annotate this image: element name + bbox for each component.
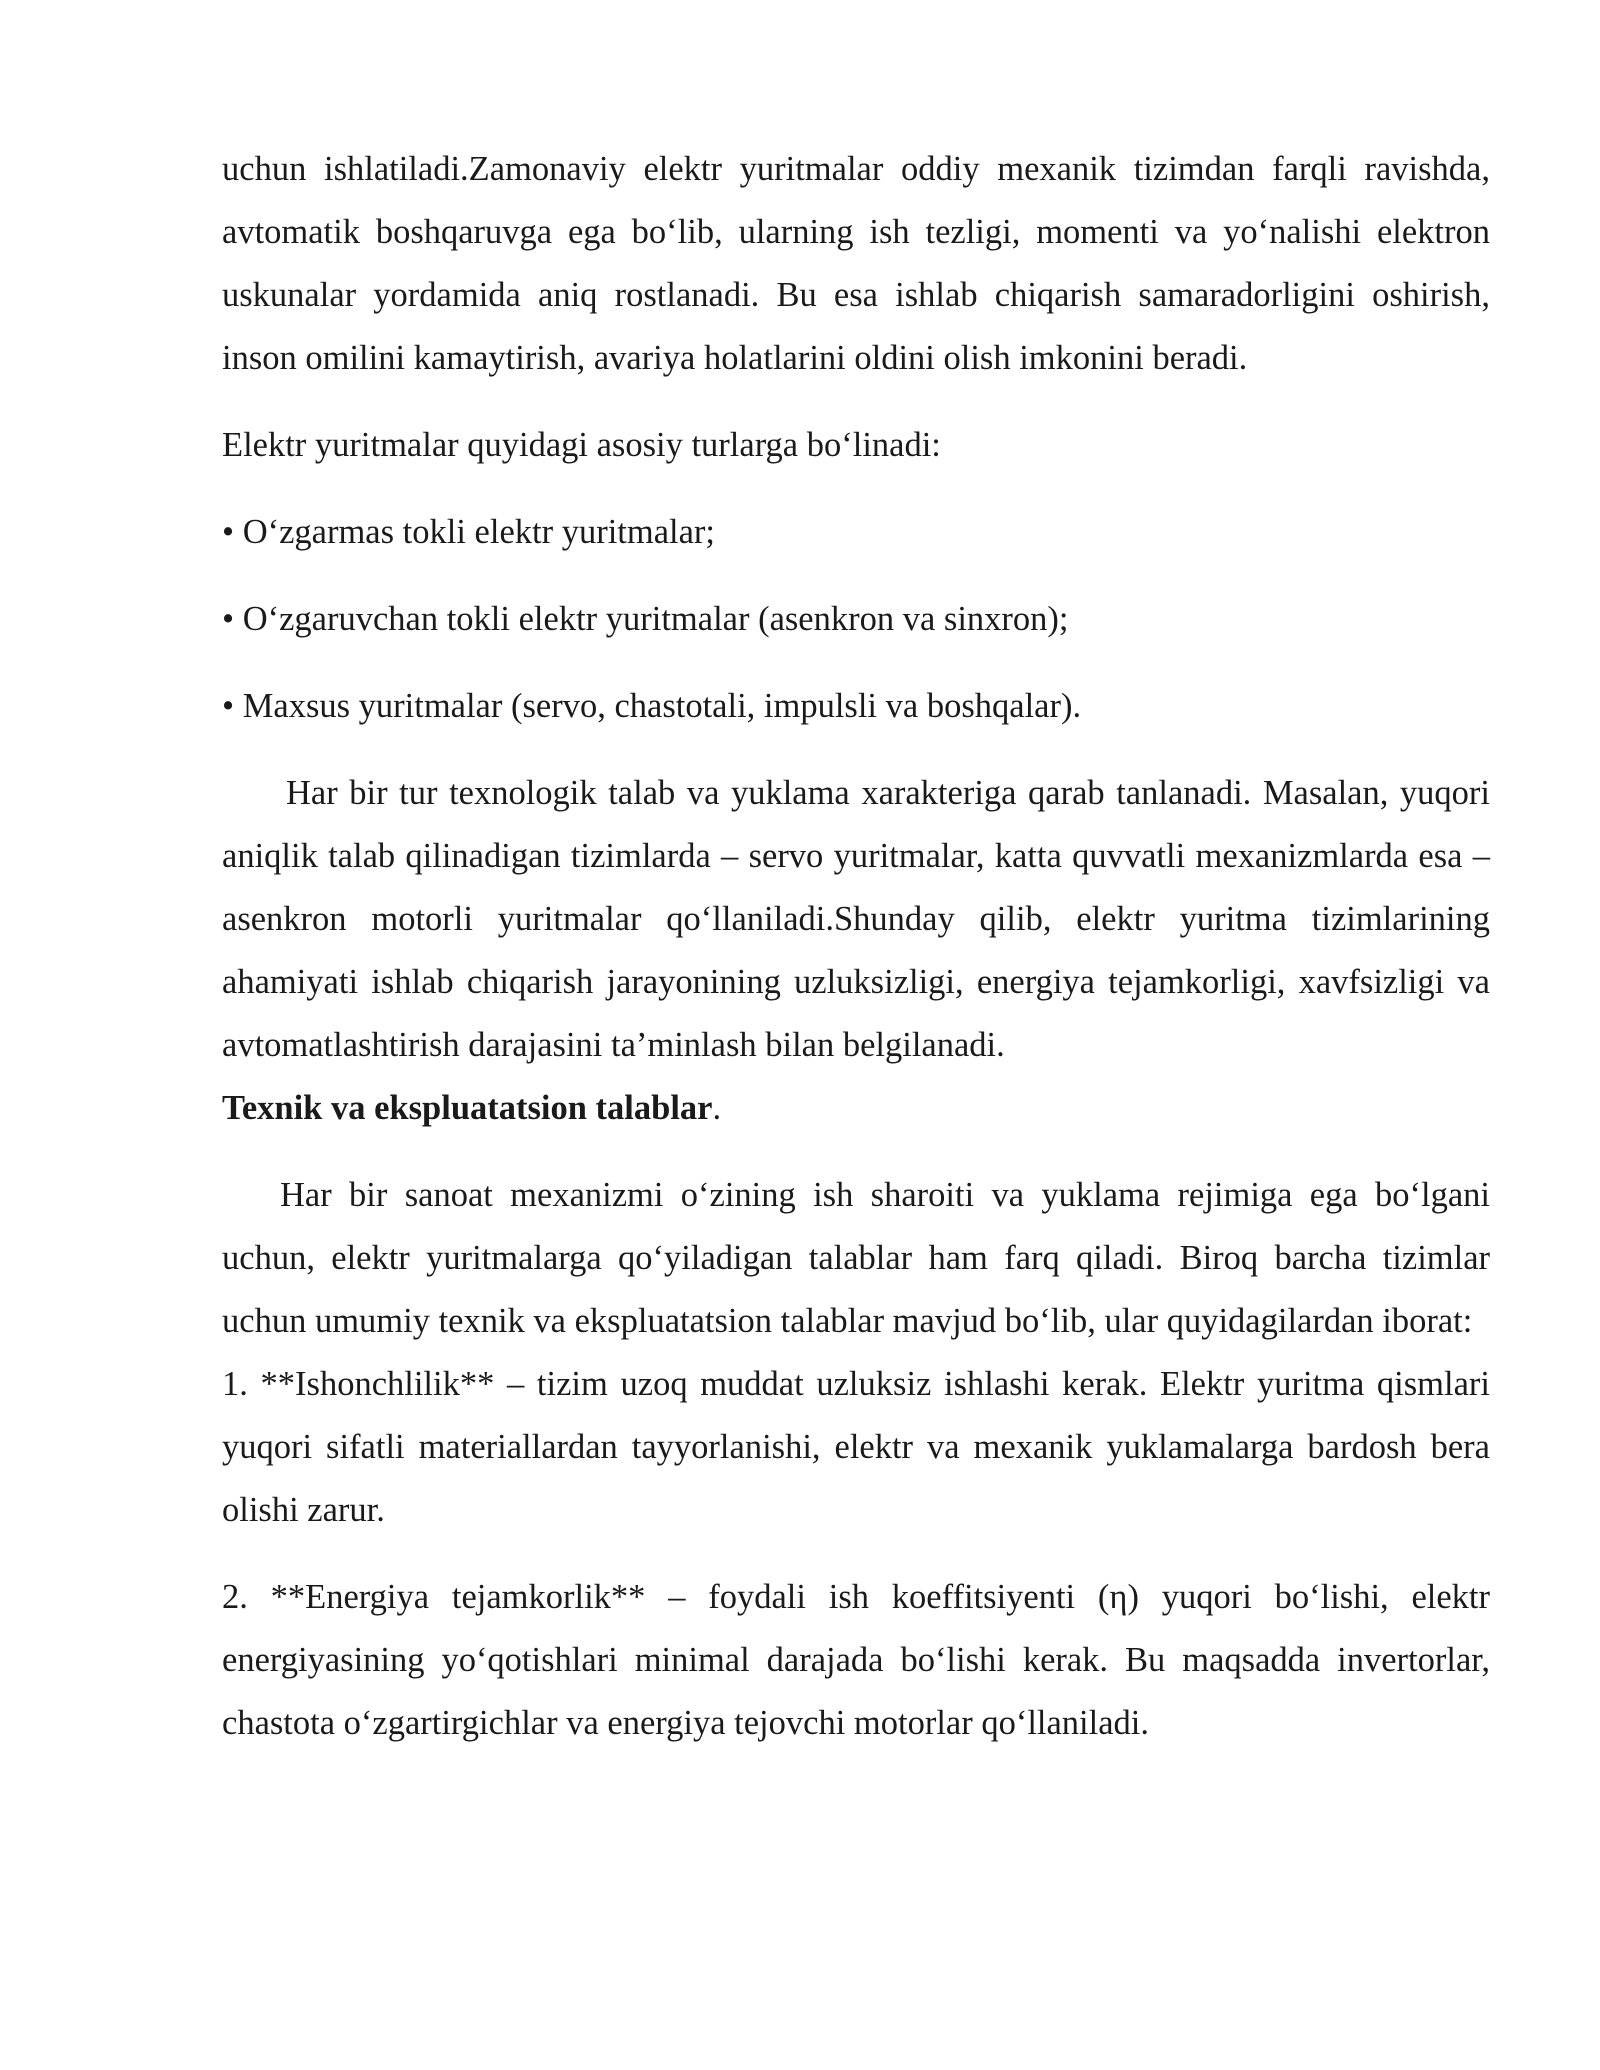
paragraph-types-intro: Elektr yuritmalar quyidagi asosiy turlarga bo‘linadi: [222, 426, 941, 464]
paragraph-requirements: Har bir sanoat mexanizmi o‘zining ish sharoiti va yuklama rejimiga ega bo‘lgani uchun, elektr yuritmalarga qo‘yiladigan talablar ham farq qiladi. Biroq barcha tizimlar uchun umumiy texnik va ekspluatatsion talablar mavjud bo‘lib, ular quyidagilardan iborat: [222, 1176, 1490, 1340]
section-heading-text: Texnik va ekspluatatsion talablar [222, 1089, 713, 1127]
paragraph-intro: uchun ishlatiladi.Zamonaviy elektr yuritmalar oddiy mexanik tizimdan farqli ravishda, avtomatik boshqaruvga ega bo‘lib, ularning ish tezligi, momenti va yo‘nalishi elektron uskunalar yordamida aniq rostlanadi. Bu esa ishlab chiqarish samaradorligini oshirish, inson omilini kamaytirish, avariya holatlarini oldini olish imkonini beradi. [222, 150, 1490, 377]
list-item-bullet-1: • O‘zgarmas tokli elektr yuritmalar; [222, 513, 715, 551]
list-item-bullet-3: • Maxsus yuritmalar (servo, chastotali, impulsli va boshqalar). [222, 687, 1082, 725]
paragraph-selection: Har bir tur texnologik talab va yuklama xarakteriga qarab tanlanadi. Masalan, yuqori aniqlik talab qilinadigan tizimlarda – servo yuritmalar, katta quvvatli mexanizmlarda esa – asenkron motorli yuritmalar qo‘llaniladi.Shunday qilib, elektr yuritma tizimlarining ahamiyati ishlab chiqarish jarayonining uzluksizligi, energiya tejamkorligi, xavfsizligi va avtomatlashtirish darajasini ta’minlash bilan belgilanadi. [222, 774, 1490, 1064]
list-item-bullet-2: • O‘zgaruvchan tokli elektr yuritmalar (asenkron va sinxron); [222, 600, 1069, 638]
section-heading-period: . [712, 1089, 722, 1127]
document-body [222, 138, 1490, 1755]
section-heading [222, 1077, 1490, 1140]
numbered-item-1: 1. **Ishonchlilik** – tizim uzoq muddat uzluksiz ishlashi kerak. Elektr yuritma qismlari yuqori sifatli materiallardan tayyorlanishi, elektr va mexanik yuklamalarga bardosh bera olishi zarur. [222, 1365, 1490, 1529]
numbered-item-2: 2. **Energiya tejamkorlik** – foydali ish koeffitsiyenti (η) yuqori bo‘lishi, elektr energiyasining yo‘qotishlari minimal darajada bo‘lishi kerak. Bu maqsadda invertorlar, chastota o‘zgartirgichlar va energiya tejovchi motorlar qo‘llaniladi. [222, 1578, 1490, 1742]
